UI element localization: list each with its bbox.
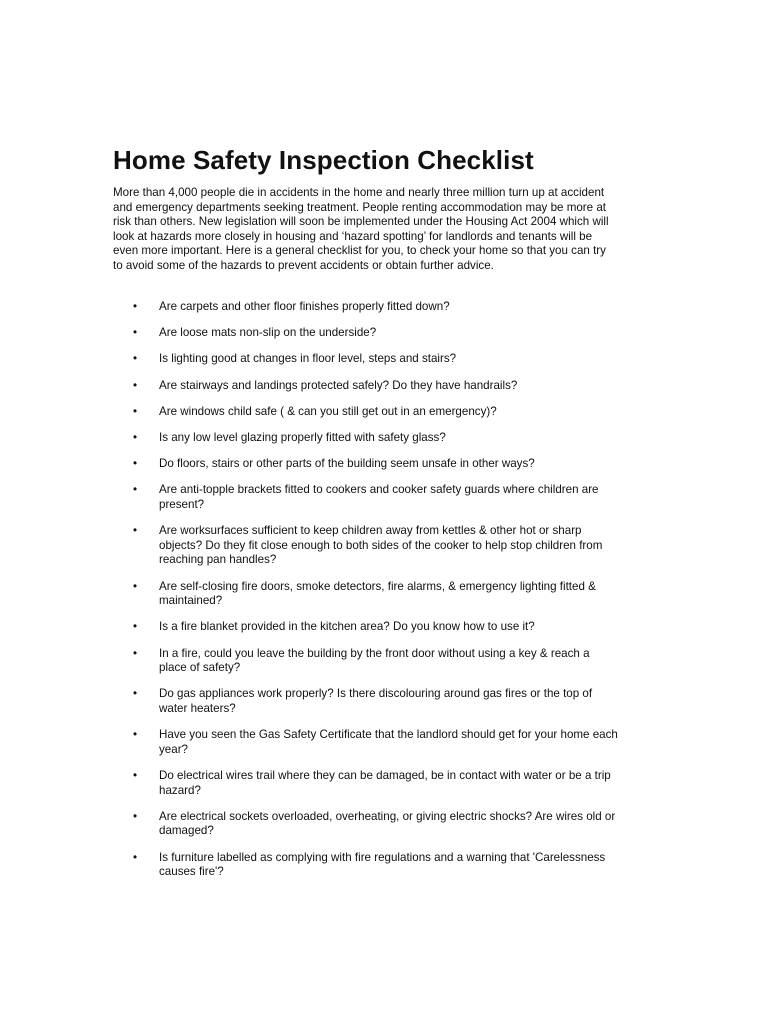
checklist-item-line: Do gas appliances work properly? Is there discolouring around gas fires or the top of (159, 687, 593, 701)
checklist-item-line: water heaters? (159, 701, 236, 715)
checklist-item-text (159, 379, 659, 394)
checklist-item-line: Are worksurfaces sufficient to keep children away from kettles & other hot or sharp (159, 524, 582, 538)
bullet-icon: • (133, 809, 138, 823)
checklist-item-line: Is lighting good at changes in floor level, steps and stairs? (159, 352, 457, 366)
checklist-item-text (159, 620, 659, 635)
checklist-item-line: objects? Do they fit close enough to both sides of the cooker to help stop children from (159, 538, 603, 552)
bullet-icon: • (133, 326, 138, 340)
checklist-item-text (159, 431, 659, 446)
checklist-item-line: Are anti-topple brackets fitted to cookers and cooker safety guards where children are (159, 483, 599, 497)
checklist-item-line: Are carpets and other floor finishes properly fitted down? (159, 300, 450, 313)
checklist-item-line: Are self-closing fire doors, smoke detectors, fire alarms, & emergency lighting fitted & (159, 579, 596, 593)
checklist-item-line: place of safety? (159, 661, 241, 675)
bullet-icon: • (133, 646, 138, 660)
checklist-item-line: Are loose mats non-slip on the underside? (159, 326, 377, 340)
checklist-item-line: present? (159, 497, 205, 511)
checklist-item-line: damaged? (159, 824, 214, 838)
bullet-icon: • (133, 300, 138, 313)
bullet-icon: • (133, 404, 138, 418)
bullet-icon: • (133, 769, 138, 782)
checklist-item-line: Is a fire blanket provided in the kitchen area? Do you know how to use it? (159, 620, 535, 634)
checklist-item-text (159, 647, 659, 676)
bullet-icon: • (133, 850, 138, 864)
checklist-item-text (159, 300, 659, 315)
bullet-icon: • (133, 483, 138, 497)
bullet-icon: • (133, 457, 138, 471)
checklist-item-text (159, 352, 659, 367)
intro-line: More than 4,000 people die in accidents in the home and nearly three million turn up at accident (113, 186, 605, 199)
checklist-item-text (159, 457, 659, 472)
checklist-item-line: Is any low level glazing properly fitted with safety glass? (159, 431, 446, 444)
intro-line: risk than others. New legislation will soon be implemented under the Housing Act 2004 which will (113, 215, 609, 229)
intro-line: look at hazards more closely in housing and ‘hazard spotting’ for landlords and tenants will be (113, 229, 593, 243)
bullet-icon: • (133, 352, 138, 366)
checklist-item-line: Do electrical wires trail where they can be damaged, be in contact with water or be a trip (159, 769, 611, 782)
checklist-item-line: causes fire'? (159, 865, 224, 879)
checklist-item-text (159, 728, 659, 757)
bullet-icon: • (133, 431, 138, 444)
checklist-item-text (159, 326, 659, 341)
checklist-item-line: In a fire, could you leave the building by the front door without using a key & reach a (159, 646, 590, 660)
intro-line: even more important. Here is a general checklist for you, to check your home so that you can try (113, 244, 606, 258)
checklist-item-line: maintained? (159, 594, 223, 608)
bullet-icon: • (133, 687, 138, 701)
checklist-item-line: Are stairways and landings protected safely? Do they have handrails? (159, 378, 518, 392)
checklist-item-text (159, 687, 659, 716)
checklist-item-line: Do floors, stairs or other parts of the building seem unsafe in other ways? (159, 457, 535, 471)
intro-line: to avoid some of the hazards to prevent accidents or obtain further advice. (113, 258, 494, 272)
checklist-item-text (159, 524, 659, 568)
bullet-icon: • (133, 728, 138, 742)
checklist-item-line: Are electrical sockets overloaded, overheating, or giving electric shocks? Are wires old or (159, 809, 616, 823)
page-title: Home Safety Inspection Checklist (113, 145, 534, 175)
intro-line: and emergency departments seeking treatment. People renting accommodation may be more at (113, 200, 607, 214)
checklist-item-text (159, 851, 659, 880)
checklist-item-text (159, 769, 659, 798)
checklist-item-text (159, 405, 659, 420)
checklist-item-line: year? (159, 742, 189, 756)
checklist-item-line: Are windows child safe ( & can you still get out in an emergency)? (159, 404, 497, 418)
intro-paragraph (113, 186, 658, 274)
checklist-item-text (159, 810, 659, 839)
checklist-item-text (159, 483, 659, 512)
checklist-item-line: reaching pan handles? (159, 553, 277, 567)
bullet-icon: • (133, 620, 138, 634)
bullet-icon: • (133, 524, 138, 538)
checklist-item-text (159, 580, 659, 609)
checklist-item-line: Have you seen the Gas Safety Certificate that the landlord should get for your home each (159, 728, 618, 742)
checklist-item-line: hazard? (159, 783, 201, 797)
bullet-icon: • (133, 378, 138, 392)
checklist-item-line: Is furniture labelled as complying with fire regulations and a warning that 'Carelessness (159, 850, 606, 864)
bullet-icon: • (133, 579, 138, 593)
